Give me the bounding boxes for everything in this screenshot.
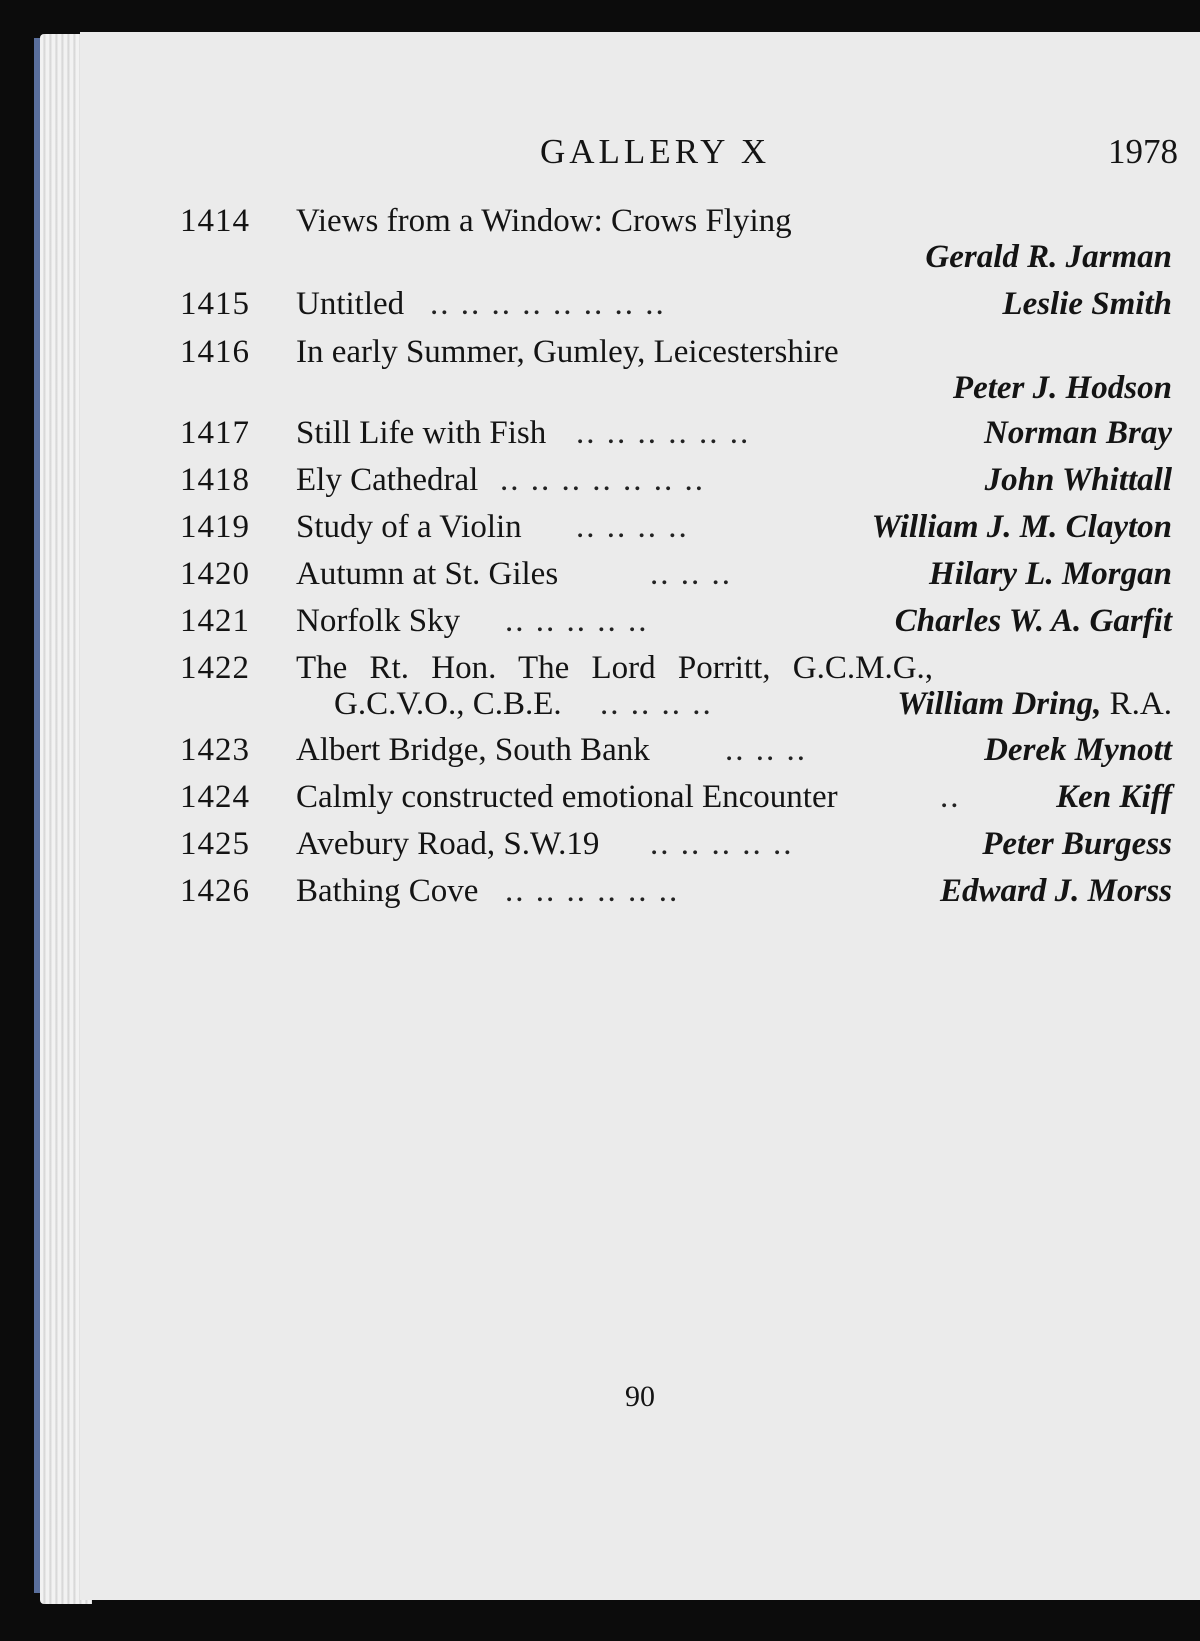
entry-title: Ely Cathedral	[296, 462, 479, 498]
dot-leaders: .. .. .. .. .. ..	[576, 415, 751, 451]
entry-artist-honours: R.A.	[1109, 686, 1172, 722]
entry-artist: Peter J. Hodson	[952, 370, 1172, 406]
entry-title: Still Life with Fish	[296, 415, 547, 451]
entry-title: In early Summer, Gumley, Leicestershire	[296, 334, 839, 370]
entry-title: The Rt. Hon. The Lord Porritt, G.C.M.G.,	[296, 650, 934, 686]
entry-artist: Gerald R. Jarman	[925, 239, 1172, 275]
entry-number: 1416	[180, 334, 250, 370]
dot-leaders: .. .. .. .. .. ..	[505, 873, 680, 909]
entry-artist: Ken Kiff	[1056, 779, 1172, 815]
catalogue-entry	[180, 598, 1172, 644]
dot-leaders: .. .. ..	[650, 556, 732, 592]
entry-artist: Leslie Smith	[1002, 286, 1172, 322]
entry-title: Autumn at St. Giles	[296, 556, 559, 592]
entry-number: 1419	[180, 509, 250, 545]
catalogue-entry	[180, 774, 1172, 820]
catalogue-entry	[180, 504, 1172, 550]
catalogue-entry	[180, 410, 1172, 456]
entry-title: Norfolk Sky	[296, 603, 461, 639]
entry-number: 1415	[180, 286, 250, 322]
entry-artist: Hilary L. Morgan	[929, 556, 1172, 592]
catalogue-entry-continuation	[180, 365, 1172, 411]
entry-title-line2: G.C.V.O., C.B.E.	[334, 686, 562, 722]
entry-artist: John Whittall	[984, 462, 1172, 498]
entry-number: 1422	[180, 650, 250, 686]
catalogue-entry	[180, 868, 1172, 914]
running-head	[0, 132, 1200, 172]
entry-artist: William Dring,	[897, 686, 1102, 722]
entry-number: 1423	[180, 732, 250, 768]
entry-title: Bathing Cove	[296, 873, 479, 909]
entry-title: Untitled	[296, 286, 405, 322]
entry-number: 1426	[180, 873, 250, 909]
entry-number: 1421	[180, 603, 250, 639]
dot-leaders: ..	[940, 779, 961, 815]
dot-leaders: .. .. .. ..	[576, 509, 689, 545]
entry-title: Avebury Road, S.W.19	[296, 826, 600, 862]
entry-title: Albert Bridge, South Bank	[296, 732, 650, 768]
catalogue-entry-continuation	[180, 234, 1172, 280]
catalogue-entry	[180, 281, 1172, 327]
catalogue-entry	[180, 727, 1172, 773]
catalogue-entry	[180, 551, 1172, 597]
entry-title: Calmly constructed emotional Encounter	[296, 779, 838, 815]
dot-leaders: .. .. .. .. .. .. .. ..	[430, 286, 666, 322]
entry-number: 1425	[180, 826, 250, 862]
entry-number: 1420	[180, 556, 250, 592]
dot-leaders: .. .. ..	[725, 732, 807, 768]
catalogue-entry	[180, 821, 1172, 867]
entry-artist: Norman Bray	[984, 415, 1172, 451]
entry-number: 1424	[180, 779, 250, 815]
dot-leaders: .. .. .. .. ..	[505, 603, 649, 639]
dot-leaders: .. .. .. .. .. .. ..	[500, 462, 705, 498]
entry-number: 1414	[180, 203, 250, 239]
entry-artist: William J. M. Clayton	[871, 509, 1172, 545]
catalogue-entry	[180, 457, 1172, 503]
entry-number: 1417	[180, 415, 250, 451]
entry-title: Study of a Violin	[296, 509, 522, 545]
entry-artist-group	[897, 681, 1172, 727]
page-number: 90	[625, 1380, 655, 1413]
entry-artist: Charles W. A. Garfit	[894, 603, 1172, 639]
dot-leaders: .. .. .. ..	[600, 686, 713, 722]
entry-artist: Derek Mynott	[984, 732, 1172, 768]
entry-artist: Edward J. Morss	[940, 873, 1172, 909]
entry-title: Views from a Window: Crows Flying	[296, 203, 792, 239]
catalogue-entry-continuation	[180, 681, 1172, 727]
entry-number: 1418	[180, 462, 250, 498]
entry-artist: Peter Burgess	[982, 826, 1172, 862]
year: 1978	[1108, 132, 1178, 171]
dot-leaders: .. .. .. .. ..	[650, 826, 794, 862]
gallery-title: GALLERY X	[540, 132, 771, 171]
